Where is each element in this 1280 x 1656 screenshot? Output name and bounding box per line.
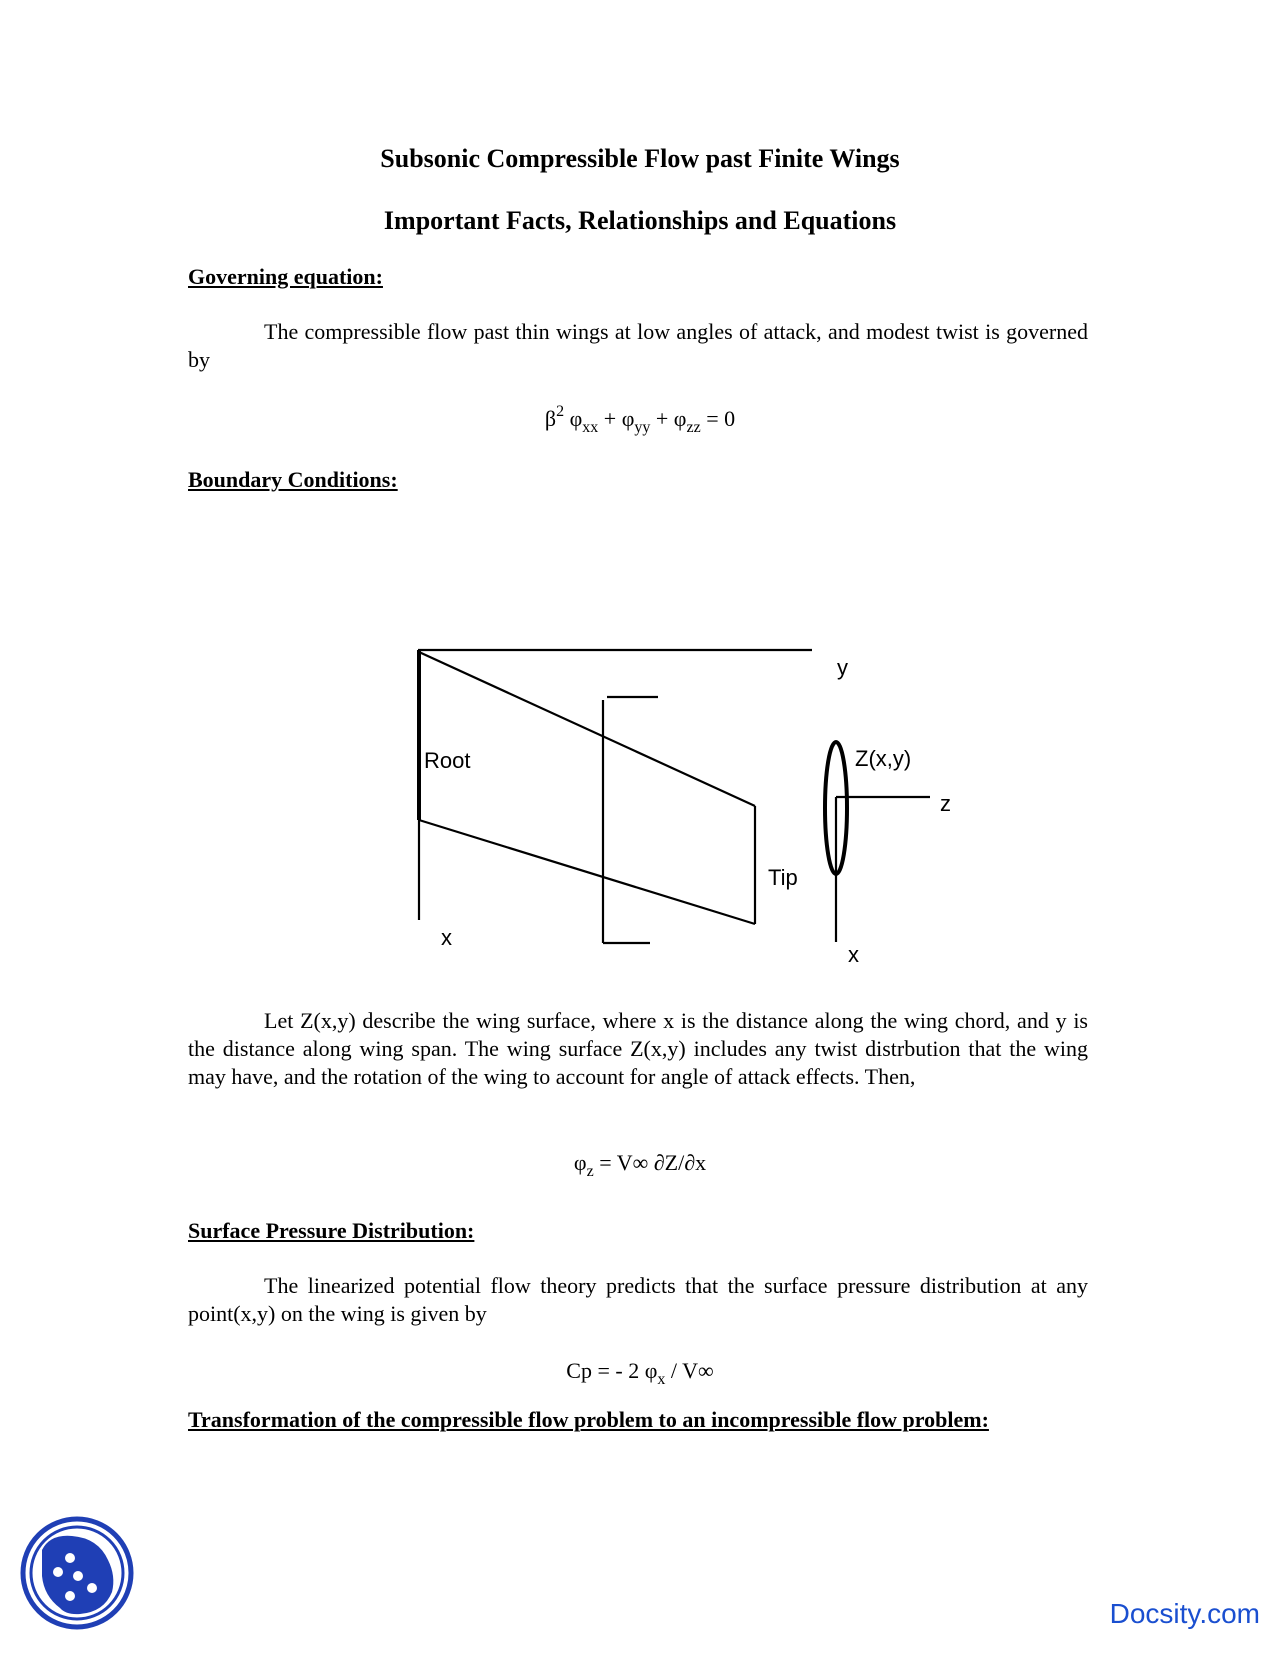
eq-phi: φ bbox=[569, 406, 583, 431]
leading-edge bbox=[419, 652, 755, 806]
governing-paragraph-text: The compressible flow past thin wings at low angles of attack, and modest twist is governed by bbox=[188, 319, 1088, 372]
eq2-rhs: = V∞ ∂Z/∂x bbox=[593, 1150, 707, 1175]
boundary-paragraph bbox=[188, 1007, 1088, 1091]
eq-exp: 2 bbox=[556, 403, 565, 420]
label-x-left: x bbox=[441, 925, 452, 950]
eq-sub-yy: yy bbox=[634, 419, 651, 436]
pressure-equation bbox=[0, 1358, 1280, 1388]
eq3-rhs: / V∞ bbox=[665, 1358, 714, 1383]
docsity-brand-link[interactable]: Docsity.com bbox=[1109, 1598, 1260, 1629]
label-y: y bbox=[837, 655, 848, 680]
label-zxy: Z(x,y) bbox=[855, 746, 912, 771]
label-z: z bbox=[940, 791, 951, 816]
boundary-heading: Boundary Conditions: bbox=[188, 467, 398, 492]
eq2-sub-z: z bbox=[586, 1163, 594, 1180]
eq-beta: β bbox=[544, 406, 557, 431]
eq-rhs: = 0 bbox=[700, 406, 736, 431]
eq-sub-zz: zz bbox=[686, 419, 701, 436]
pressure-heading: Surface Pressure Distribution: bbox=[188, 1218, 475, 1243]
eq-plus-phi-2: + φ bbox=[650, 406, 687, 431]
eq3-sub-x: x bbox=[657, 1371, 666, 1388]
page-title: Subsonic Compressible Flow past Finite Wings bbox=[380, 144, 900, 173]
page-subtitle: Important Facts, Relationships and Equations bbox=[383, 206, 897, 235]
eq2-phi: φ bbox=[573, 1150, 587, 1175]
docsity-logo-icon[interactable] bbox=[20, 1516, 134, 1630]
eq-sub-xx: xx bbox=[582, 419, 599, 436]
label-root: Root bbox=[424, 748, 471, 773]
governing-heading: Governing equation: bbox=[188, 264, 383, 289]
boundary-equation bbox=[0, 1150, 1280, 1180]
label-tip: Tip bbox=[768, 865, 798, 890]
boundary-paragraph-text: Let Z(x,y) describe the wing surface, where x is the distance along the wing chord, and y is the distance along wing span. The wing surface Z(x,y) includes any twist distrbution that the wing may have, and the rotation of the wing to account for angle of attack effects. Then, bbox=[188, 1008, 1088, 1089]
pressure-paragraph bbox=[188, 1272, 1088, 1328]
trailing-edge bbox=[419, 820, 755, 924]
transformation-heading: Transformation of the compressible flow problem to an incompressible flow problem: bbox=[188, 1407, 989, 1432]
eq3-lhs: Cp = - 2 φ bbox=[566, 1358, 658, 1383]
eq-plus-phi-1: + φ bbox=[598, 406, 635, 431]
pressure-paragraph-text: The linearized potential flow theory predicts that the surface pressure distribution at any point(x,y) on the wing is given by bbox=[188, 1273, 1088, 1326]
label-x-right: x bbox=[848, 942, 859, 967]
